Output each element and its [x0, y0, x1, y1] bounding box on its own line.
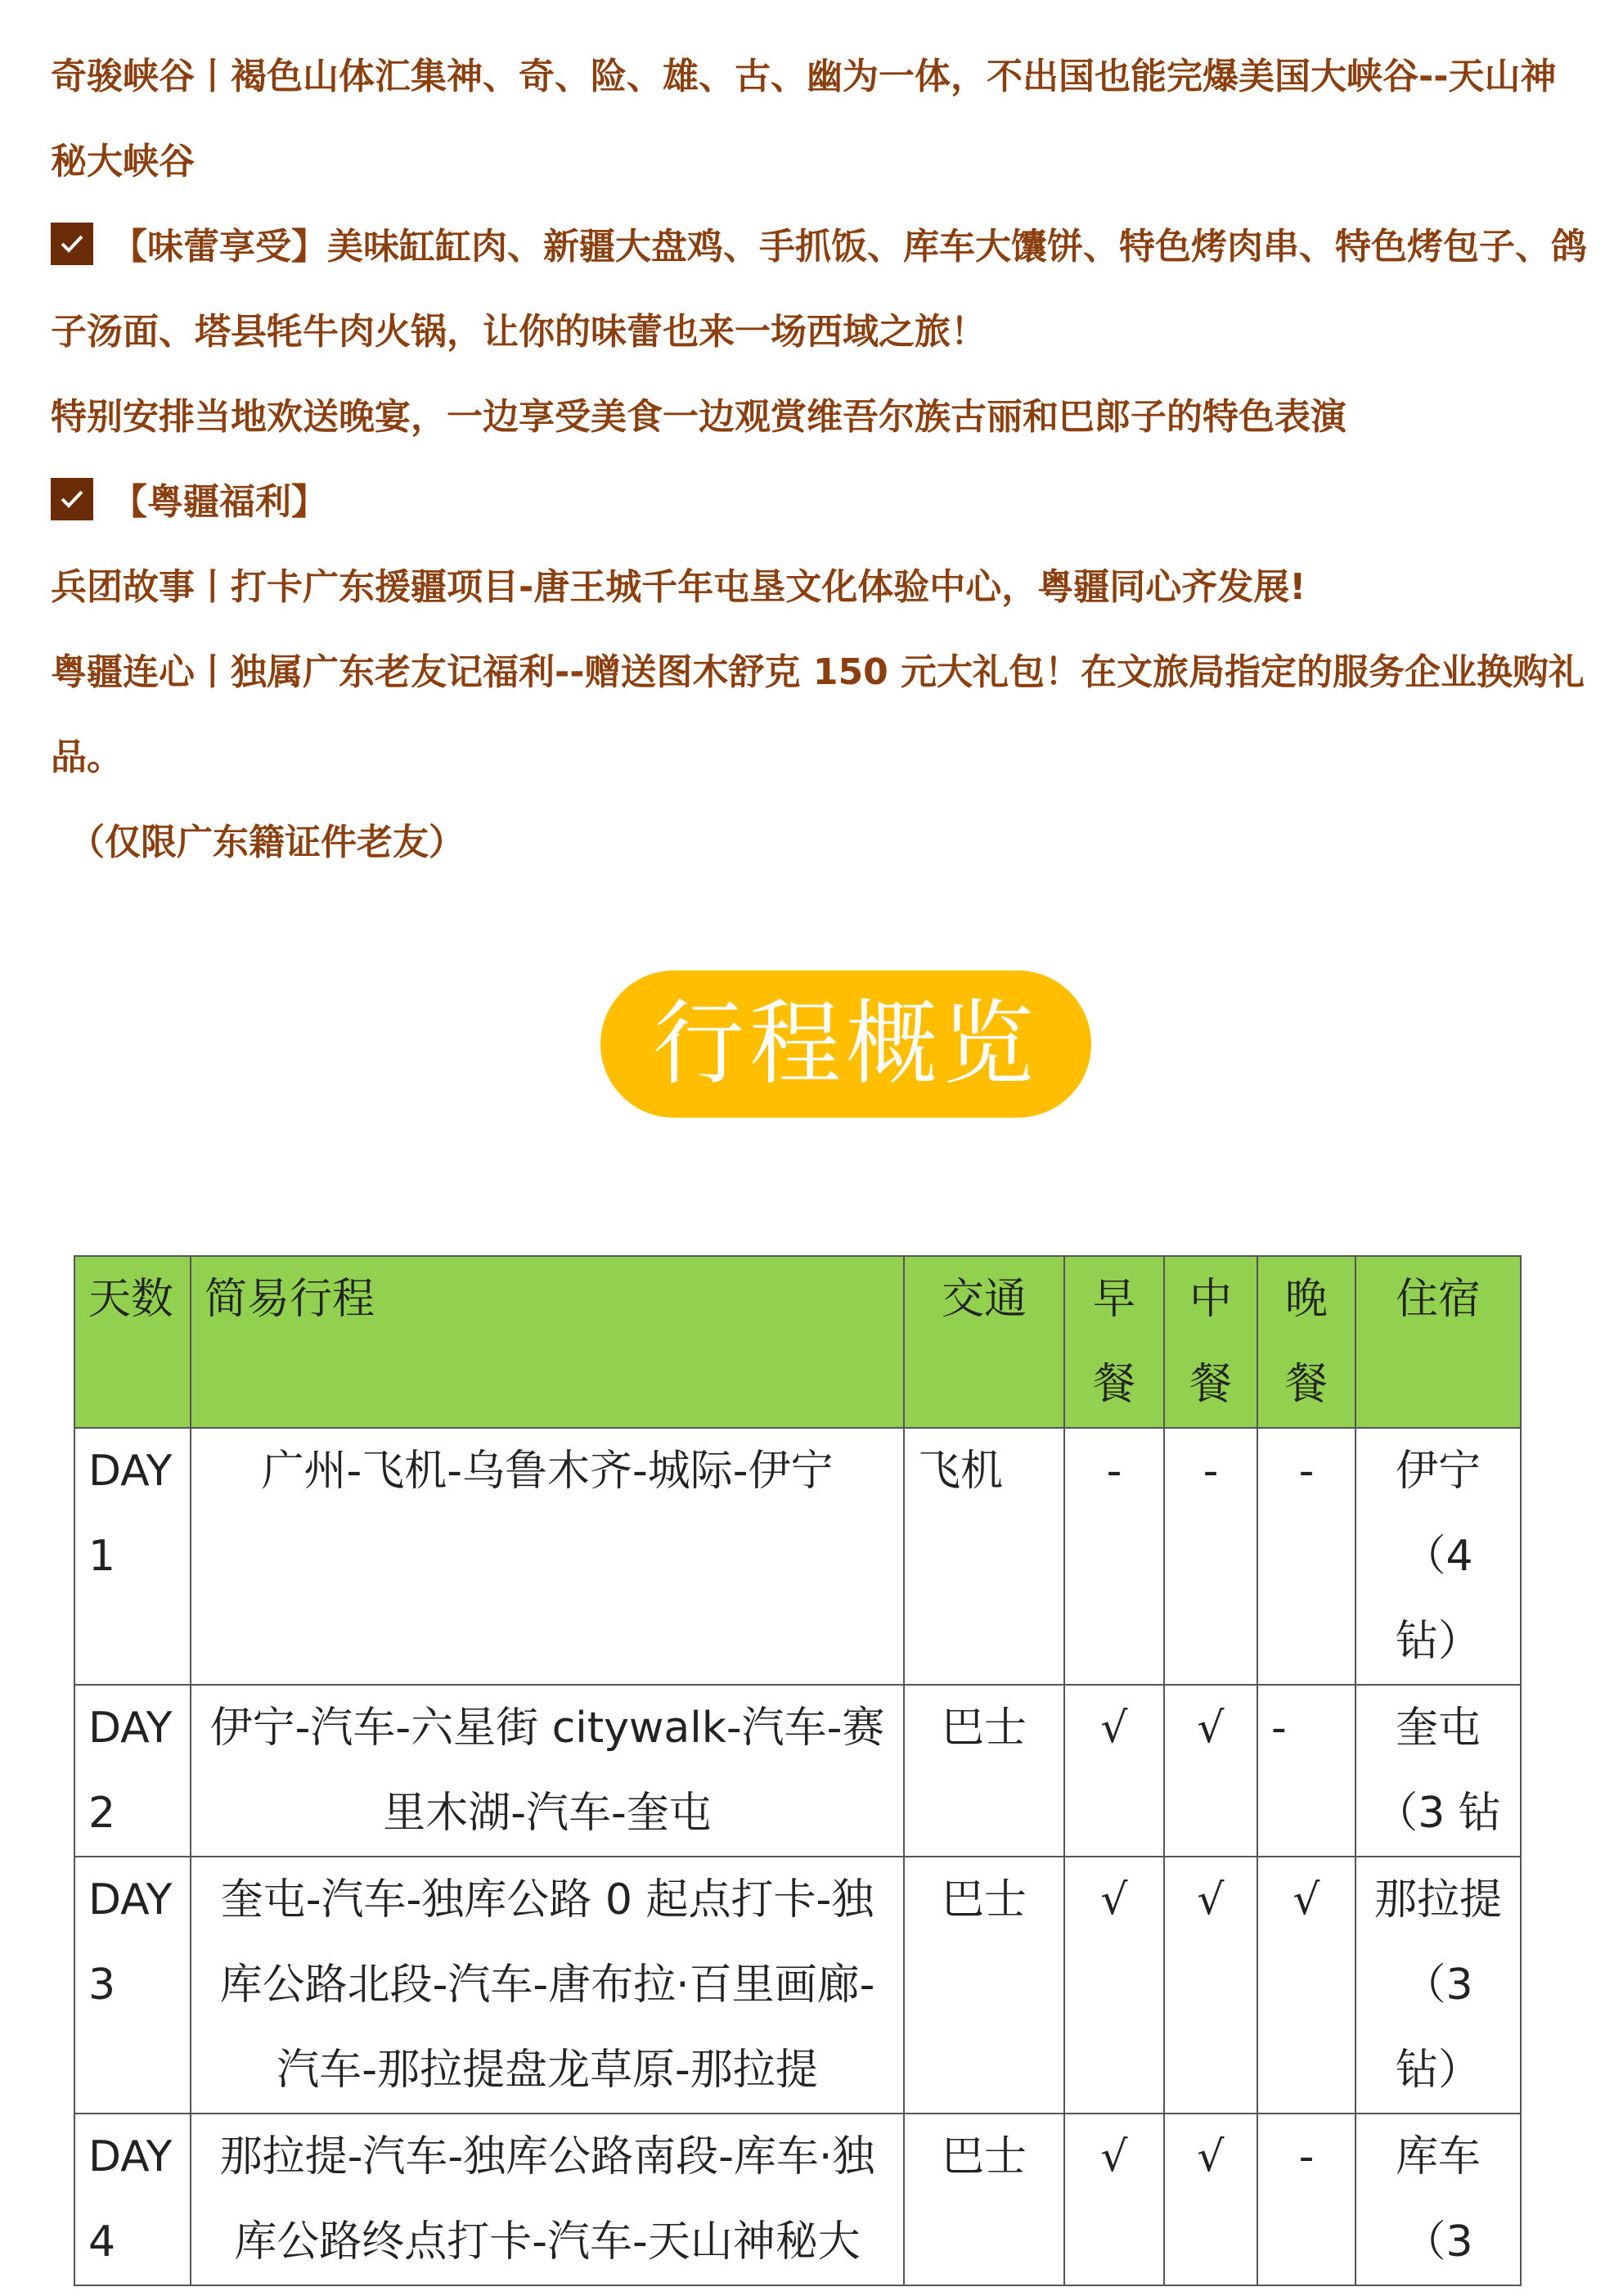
cell-lunch: √	[1164, 1685, 1257, 1857]
cell-route: 那拉提-汽车-独库公路南段-库车·独库公路终点打卡-汽车-天山神秘大	[191, 2114, 904, 2285]
cell-breakfast: -	[1064, 1428, 1164, 1685]
cell-day: DAY2	[74, 1685, 191, 1857]
cell-hotel: 伊宁（4 钻）	[1355, 1428, 1521, 1685]
cell-lunch: -	[1164, 1428, 1257, 1685]
cell-dinner: √	[1257, 1857, 1355, 2114]
cell-dinner: -	[1257, 2114, 1355, 2285]
header-day: 天数	[74, 1256, 191, 1428]
section-title-badge: 行程概览	[600, 970, 1091, 1118]
cell-transport: 巴士	[904, 2114, 1064, 2285]
cell-breakfast: √	[1064, 2114, 1164, 2285]
cell-breakfast: √	[1064, 1857, 1164, 2114]
itinerary-table	[74, 1255, 1522, 2286]
cell-hotel: 库车（3	[1355, 2114, 1521, 2285]
cell-transport: 巴士	[904, 1685, 1064, 1857]
cell-route: 伊宁-汽车-六星街 citywalk-汽车-赛里木湖-汽车-奎屯	[191, 1685, 904, 1857]
intro-text	[51, 34, 1589, 885]
cell-hotel: 那拉提（3 钻）	[1355, 1857, 1521, 2114]
checkbox-checked-icon	[51, 478, 93, 520]
cell-hotel: 奎屯（3 钻	[1355, 1685, 1521, 1857]
cell-dinner: -	[1257, 1685, 1355, 1857]
cell-lunch: √	[1164, 1857, 1257, 2114]
header-transport: 交通	[904, 1256, 1064, 1428]
intro-benefit-heading: 【粤疆福利】	[51, 460, 1589, 545]
header-route: 简易行程	[191, 1256, 904, 1428]
cell-day: DAY3	[74, 1857, 191, 2114]
cell-transport: 飞机	[904, 1428, 1064, 1685]
header-breakfast: 早餐	[1064, 1256, 1164, 1428]
table-row	[74, 2114, 1521, 2285]
table-header-row	[74, 1256, 1521, 1428]
header-dinner: 晚餐	[1257, 1256, 1355, 1428]
header-hotel: 住宿	[1355, 1256, 1521, 1428]
intro-bingtuan: 兵团故事丨打卡广东援疆项目-唐王城千年屯垦文化体验中心，粤疆同心齐发展!	[51, 566, 1306, 608]
cell-route: 广州-飞机-乌鲁木齐-城际-伊宁	[191, 1428, 904, 1685]
cell-lunch: √	[1164, 2114, 1257, 2285]
cell-transport: 巴士	[904, 1857, 1064, 2114]
table-row	[74, 1685, 1521, 1857]
table-row	[74, 1428, 1521, 1685]
cell-dinner: -	[1257, 1428, 1355, 1685]
header-lunch: 中餐	[1164, 1256, 1257, 1428]
cell-route: 奎屯-汽车-独库公路 0 起点打卡-独库公路北段-汽车-唐布拉·百里画廊-汽车-那拉提盘龙草原-那拉提	[191, 1857, 904, 2114]
cell-day: DAY1	[74, 1428, 191, 1685]
cell-breakfast: √	[1064, 1685, 1164, 1857]
intro-note: （仅限广东籍证件老友）	[69, 822, 465, 863]
checkbox-checked-icon	[51, 223, 93, 265]
intro-gift: 粤疆连心丨独属广东老友记福利--赠送图木舒克 150 元大礼包！在文旅局指定的服务企业换购礼品。	[51, 651, 1585, 778]
table-row	[74, 1857, 1521, 2114]
intro-banquet: 特别安排当地欢送晚宴，一边享受美食一边观赏维吾尔族古丽和巴郎子的特色表演	[51, 396, 1347, 438]
intro-canyon: 奇骏峡谷丨褐色山体汇集神、奇、险、雄、古、幽为一体，不出国也能完爆美国大峡谷--天山神秘大峡谷	[51, 56, 1557, 182]
intro-food: 【味蕾享受】美味缸缸肉、新疆大盘鸡、手抓饭、库车大馕饼、特色烤肉串、特色烤包子、鸽子汤面、塔县牦牛肉火锅，让你的味蕾也来一场西域之旅！	[51, 205, 1589, 375]
cell-day: DAY4	[74, 2114, 191, 2285]
